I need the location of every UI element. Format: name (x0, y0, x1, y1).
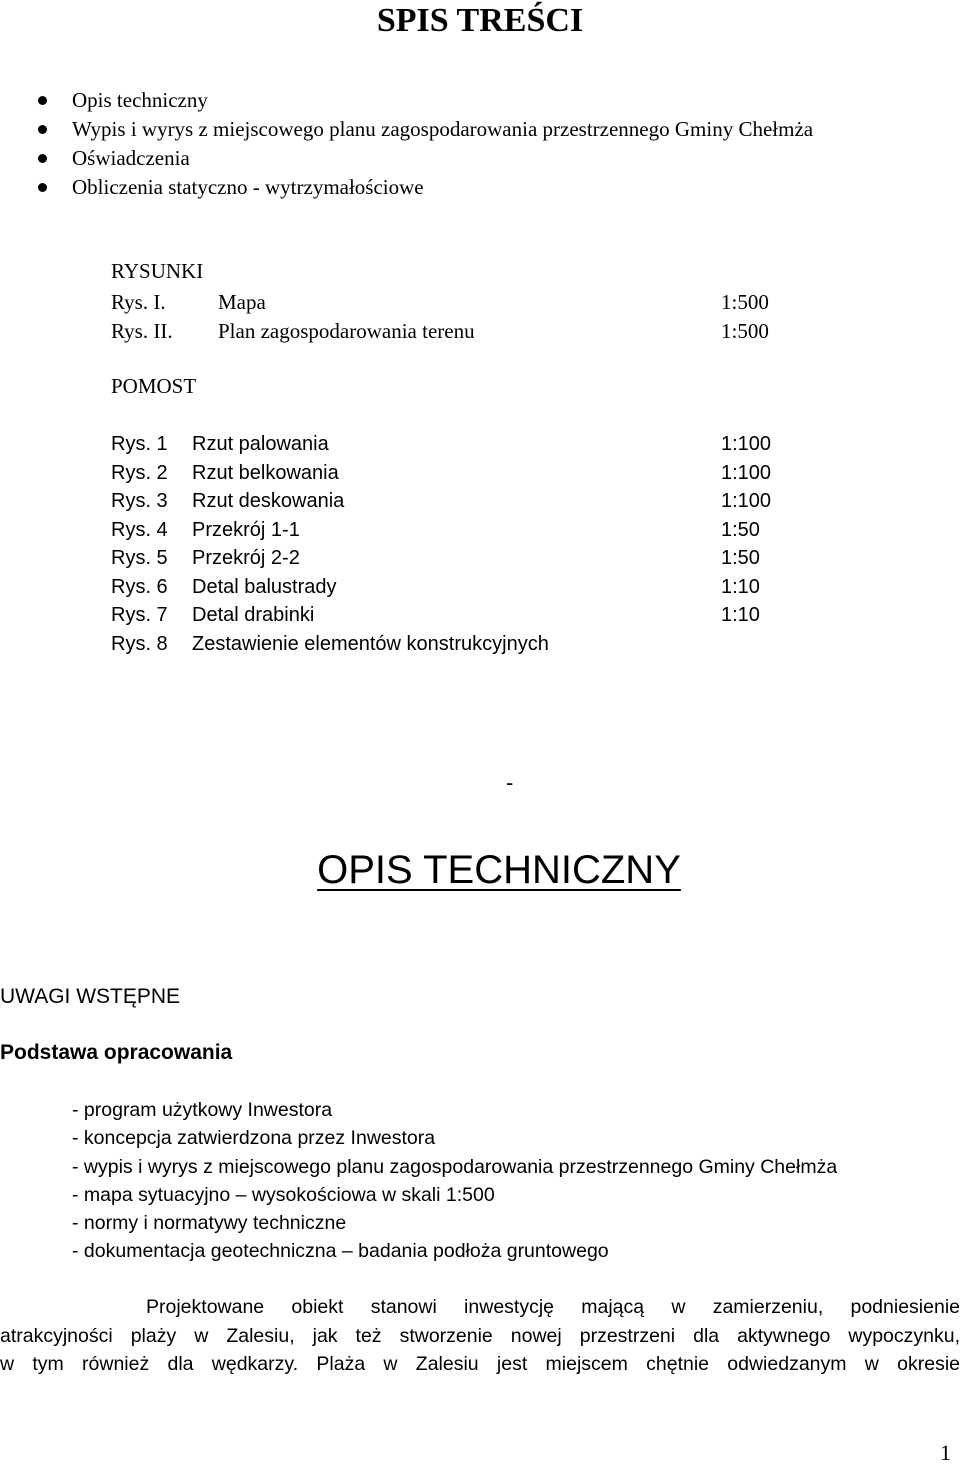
uwagi-heading: UWAGI WSTĘPNE (0, 985, 181, 1008)
table-row: Rys. I. Mapa 1:500 (111, 290, 769, 314)
list-item: - dokumentacja geotechniczna – badania podłoża gruntowego (72, 1240, 609, 1263)
podstawa-heading: Podstawa opracowania (0, 1041, 233, 1064)
bullet-icon (38, 96, 47, 105)
bullet-icon (38, 154, 47, 163)
paragraph-line: Projektowane obiekt stanowi inwestycję mającą w zamierzeniu, podniesienie (146, 1296, 960, 1318)
table-row: Rys. 6 Detal balustrady 1:10 (111, 575, 760, 598)
table-row: Rys. 4 Przekrój 1-1 1:50 (111, 518, 760, 541)
table-row: Rys. 3 Rzut deskowania 1:100 (111, 490, 772, 512)
table-row: Rys. 8 Zestawienie elementów konstrukcyjnych (111, 632, 549, 655)
page-number: 1 (940, 1440, 951, 1465)
body-paragraph (0, 1293, 960, 1379)
section-heading: OPIS TECHNICZNY (317, 848, 681, 892)
page-title: SPIS TREŚCI (376, 2, 584, 39)
rysunki-heading: RYSUNKI (111, 259, 204, 283)
table-row: Rys. 2 Rzut belkowania 1:100 (111, 461, 772, 484)
list-item: - koncepcja zatwierdzona przez Inwestora (72, 1127, 436, 1150)
list-item: - program użytkowy Inwestora (72, 1099, 333, 1121)
list-item: - normy i normatywy techniczne (72, 1212, 347, 1235)
bullet-icon (38, 125, 47, 134)
table-row: Rys. 5 Przekrój 2-2 1:50 (111, 547, 760, 569)
table-row: Rys. 7 Detal drabinki 1:10 (111, 604, 760, 626)
rysunki-table (111, 288, 811, 345)
pomost-table (111, 430, 811, 658)
table-row: Rys. 1 Rzut palowania 1:100 (111, 433, 772, 455)
bullet-icon (38, 183, 47, 192)
list-item: - wypis i wyrys z miejscowego planu zagospodarowania przestrzennego Gminy Chełmża (72, 1155, 838, 1178)
table-row: Rys. II. Plan zagospodarowania terenu 1:500 (111, 318, 769, 343)
separator-dash: - (506, 770, 514, 795)
pomost-heading: POMOST (111, 374, 197, 398)
list-item: - mapa sytuacyjno – wysokościowa w skali 1:500 (72, 1183, 495, 1206)
podstawa-list (72, 1096, 837, 1266)
paragraph-line: w tym również dla wędkarzy. Plaża w Zalesiu jest miejscem chętnie odwiedzanym w okresie (0, 1353, 960, 1375)
paragraph-line: atrakcyjności plaży w Zalesiu, jak też stworzenie nowej przestrzeni dla aktywnego wypoczynku, (0, 1324, 960, 1347)
